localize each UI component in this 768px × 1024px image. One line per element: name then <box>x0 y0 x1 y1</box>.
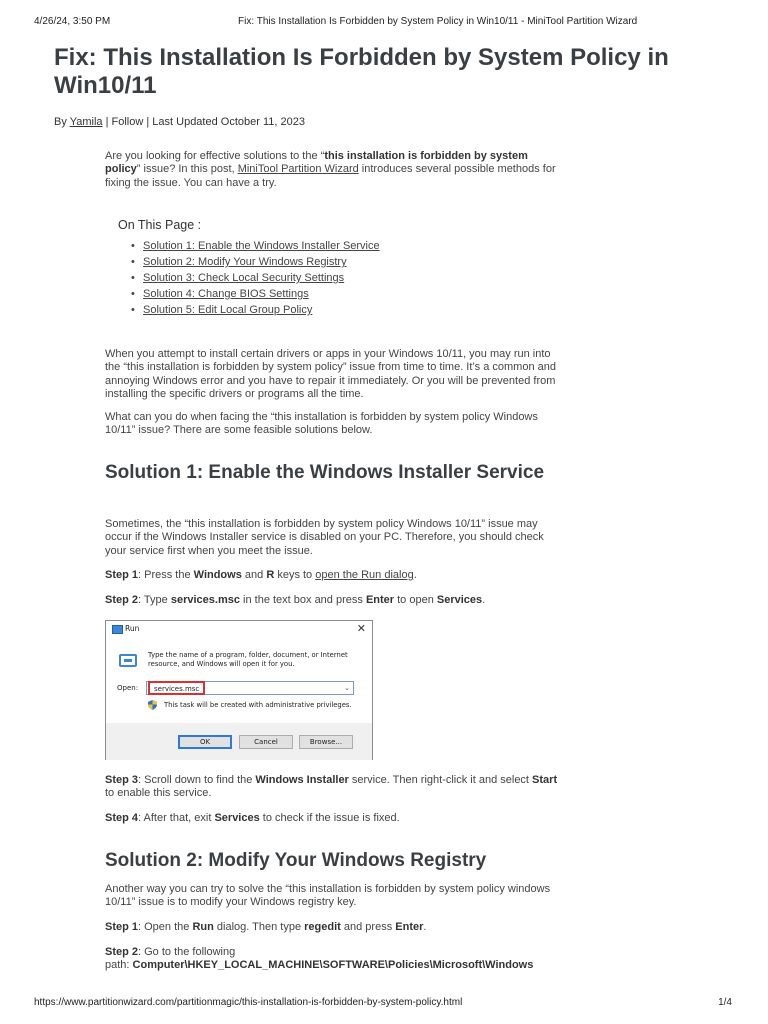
byline-sep: | <box>143 116 153 128</box>
step-bold: Windows <box>193 569 242 581</box>
step-bold: Services <box>214 812 260 824</box>
toc-link[interactable]: Solution 5: Edit Local Group Policy <box>143 304 313 316</box>
toc-item[interactable] <box>131 302 380 318</box>
step-text: to check if the issue is fixed. <box>259 812 400 824</box>
dialog-footer <box>106 723 372 760</box>
step-text: and press <box>340 921 396 933</box>
run-dialog-screenshot <box>105 620 373 760</box>
solution1-step4 <box>105 812 565 825</box>
toc-link[interactable]: Solution 2: Modify Your Windows Registry <box>143 256 347 268</box>
open-input[interactable] <box>146 681 354 695</box>
open-label: Open: <box>117 684 139 692</box>
step-label: Step 1 <box>105 921 139 933</box>
intro-text: ” issue? In this post, <box>136 163 238 176</box>
step-text: . <box>413 569 417 581</box>
run-icon <box>119 654 137 667</box>
byline <box>54 116 305 128</box>
ok-button[interactable]: OK <box>178 735 232 749</box>
step-text: . <box>482 594 486 606</box>
toc-item[interactable] <box>131 286 380 302</box>
solution2-step2 <box>105 946 565 973</box>
solution1-heading: Solution 1: Enable the Windows Installer Service <box>105 462 545 483</box>
solution1-step1 <box>105 569 565 582</box>
intro-bold: this installation is forbidden by system policy <box>105 150 528 176</box>
admin-note: This task will be created with administrative privileges. <box>164 701 352 709</box>
step-text: : Scroll down to find the <box>138 774 256 786</box>
print-url: https://www.partitionwizard.com/partitionmagic/this-installation-is-forbidden-by-system-policy.html <box>34 997 463 1008</box>
step-label: Step 3 <box>105 774 139 786</box>
toc-list <box>131 238 380 318</box>
run-app-icon <box>112 625 123 634</box>
chevron-down-icon[interactable]: ⌄ <box>344 684 350 692</box>
print-datetime: 4/26/24, 3:50 PM <box>34 16 111 27</box>
toc-link[interactable]: Solution 3: Check Local Security Settings <box>143 272 345 284</box>
solution1-step3 <box>105 774 565 801</box>
article-title: Fix: This Installation Is Forbidden by System Policy in Win10/11 <box>54 44 669 99</box>
step-text: service. Then right-click it and select <box>348 774 533 786</box>
step-bold: services.msc <box>170 594 240 606</box>
paragraph-text: What can you do when facing the “this installation is forbidden by system policy Windows 10/11” issue? There are some feasible solutions below. <box>105 411 538 437</box>
toc-item[interactable] <box>131 270 380 286</box>
step-text: to open <box>394 594 437 606</box>
step-bold: Run <box>192 921 214 933</box>
minitool-link[interactable]: MiniTool Partition Wizard <box>237 163 359 176</box>
body-paragraph <box>105 411 565 438</box>
step-text: to enable this service. <box>105 787 212 800</box>
step-bold: Enter <box>365 594 395 606</box>
browse-button[interactable]: Browse... <box>299 735 353 749</box>
dialog-title: Run <box>125 624 140 633</box>
solution2-intro <box>105 883 565 910</box>
toc-link[interactable]: Solution 4: Change BIOS Settings <box>143 288 309 300</box>
registry-path: Computer\HKEY_LOCAL_MACHINE\SOFTWARE\Policies\Microsoft\Windows <box>132 959 534 972</box>
step-text: dialog. Then type <box>213 921 305 933</box>
dialog-description: Type the name of a program, folder, document, or Internet resource, and Windows will open it for you. <box>148 651 348 668</box>
print-page-title: Fix: This Installation Is Forbidden by System Policy in Win10/11 - MiniTool Partition Wizard <box>238 16 638 27</box>
intro-paragraph <box>105 150 565 190</box>
solution2-heading: Solution 2: Modify Your Windows Registry <box>105 850 487 871</box>
step-text: in the text box and press <box>239 594 366 606</box>
follow-link[interactable]: Follow <box>111 116 144 128</box>
intro-text: Are you looking for effective solutions to the “ <box>105 150 325 162</box>
paragraph-text: Sometimes, the “this installation is forbidden by system policy Windows 10/11” issue may occur if the Windows Installer service is disabled on your PC. Therefore, you should check your service first when you meet the issue. <box>105 518 544 557</box>
step-bold: Start <box>532 774 558 786</box>
last-updated: Last Updated October 11, 2023 <box>152 116 305 128</box>
step-label: Step 4 <box>105 812 139 824</box>
step-text: . <box>423 921 427 933</box>
paragraph-text: When you attempt to install certain drivers or apps in your Windows 10/11, you may run into the “this installation is forbidden by system policy” issue from time to time. It’s a common and annoying Windows error and you have to repair it immediately. Or you will be prevented from installing the specific drivers or programs all the time. <box>105 348 556 401</box>
body-paragraph <box>105 348 565 402</box>
toc-heading: On This Page : <box>118 218 202 232</box>
step-bold: regedit <box>304 921 341 933</box>
run-dialog-link[interactable]: open the Run dialog <box>315 569 414 581</box>
step-text: : After that, exit <box>138 812 215 824</box>
paragraph-text: Another way you can try to solve the “this installation is forbidden by system policy windows 10/11” issue is to modify your Windows registry key. <box>105 883 551 909</box>
solution1-step2 <box>105 594 565 607</box>
step-bold: Windows Installer <box>255 774 349 786</box>
step-text: : Type <box>138 594 171 606</box>
step-label: Step 2 <box>105 594 139 606</box>
step-label: Step 1 <box>105 569 139 581</box>
step-label: Step 2 <box>105 946 139 958</box>
step-bold: R <box>266 569 275 581</box>
solution2-step1 <box>105 921 565 934</box>
close-icon[interactable]: ✕ <box>356 622 366 635</box>
toc-item[interactable] <box>131 254 380 270</box>
step-text: path: <box>105 959 133 972</box>
shield-icon <box>148 700 157 710</box>
step-text: and <box>241 569 267 581</box>
toc-item[interactable] <box>131 238 380 254</box>
intro-text: introduces several possible methods for fixing the issue. You can have a try. <box>105 163 556 189</box>
step-bold: Services <box>436 594 483 606</box>
cancel-button[interactable]: Cancel <box>239 735 293 749</box>
byline-sep: | <box>102 116 112 128</box>
author-link[interactable]: Yamila <box>69 116 103 128</box>
solution1-intro <box>105 518 565 558</box>
step-text: keys to <box>274 569 316 581</box>
step-bold: Enter <box>395 921 424 933</box>
toc-link[interactable]: Solution 1: Enable the Windows Installer Service <box>143 240 380 252</box>
byline-by: By <box>54 116 70 128</box>
step-text: : Open the <box>138 921 193 933</box>
open-input-value[interactable]: services.msc <box>148 681 205 695</box>
print-page-number: 1/4 <box>718 997 732 1008</box>
dialog-titlebar <box>106 621 372 637</box>
step-text: : Press the <box>138 569 194 581</box>
step-text: : Go to the following <box>138 946 236 958</box>
